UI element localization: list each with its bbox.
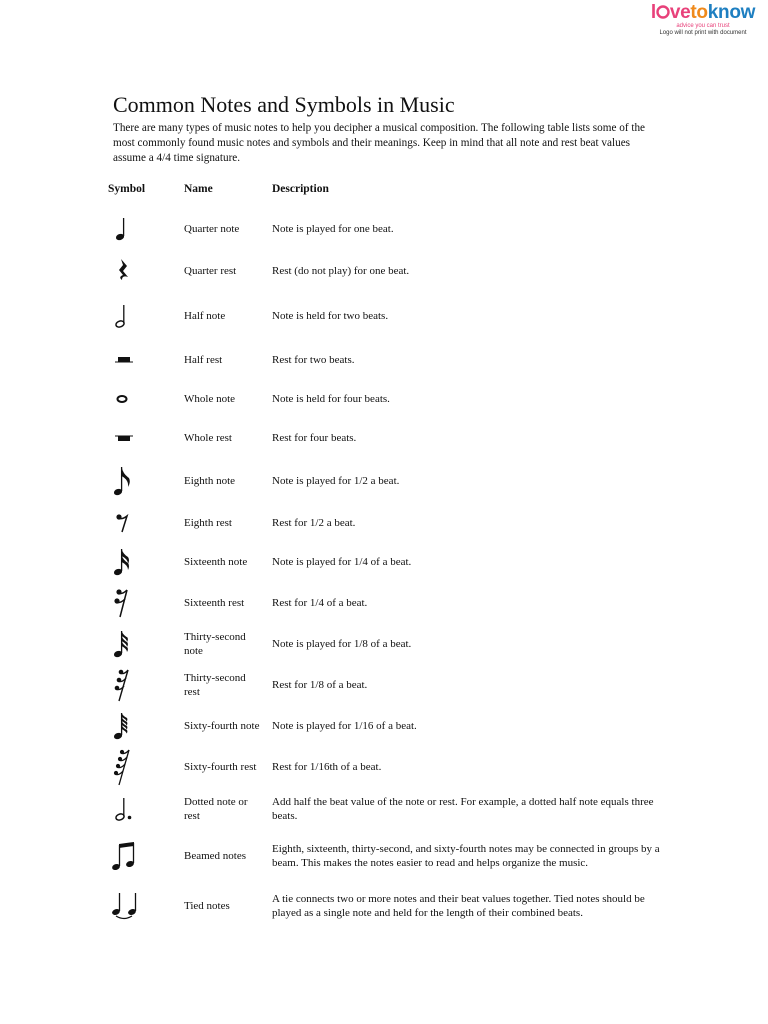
row-description: Rest for 1/8 of a beat. bbox=[272, 678, 368, 691]
table-row bbox=[103, 788, 663, 830]
lovetoknow-logo bbox=[648, 3, 758, 38]
whole-rest-icon bbox=[108, 432, 138, 444]
row-description: Rest for four beats. bbox=[272, 431, 357, 444]
sixty-fourth-rest-icon bbox=[108, 748, 138, 786]
table-row bbox=[103, 542, 663, 582]
dotted-note-icon bbox=[108, 796, 142, 822]
sixteenth-rest-icon bbox=[108, 587, 138, 619]
row-description: Note is played for 1/4 of a beat. bbox=[272, 555, 412, 568]
row-description: Note is played for 1/2 a beat. bbox=[272, 474, 400, 487]
quarter-note-icon bbox=[108, 216, 138, 242]
row-name: Sixteenth note bbox=[184, 555, 248, 568]
row-name: Beamed notes bbox=[184, 849, 247, 862]
row-description: Eighth, sixteenth, thirty-second, and sixty-fourth notes may be connected in groups by a beam. This makes the notes easier to read and helps organize the music. bbox=[272, 842, 660, 869]
table-row bbox=[103, 830, 663, 882]
row-name: Half rest bbox=[184, 353, 223, 366]
table-row bbox=[103, 624, 663, 664]
table-row bbox=[103, 664, 663, 706]
logo-text-l: l bbox=[650, 2, 656, 23]
header-name: Name bbox=[184, 183, 213, 195]
row-name: Half note bbox=[184, 309, 226, 322]
beamed-notes-icon bbox=[108, 840, 142, 872]
intro-paragraph: There are many types of music notes to help you decipher a musical composition. The following table lists some of the most commonly found music notes and symbols and their meanings. Keep in mind that all note and rest beat values assume a 4/4 time signature. bbox=[113, 122, 646, 164]
header-description: Description bbox=[272, 183, 329, 195]
table-row bbox=[103, 746, 663, 788]
row-description: Note is played for 1/16 of a beat. bbox=[272, 719, 417, 732]
row-name: Sixteenth rest bbox=[184, 596, 245, 609]
row-name: Eighth note bbox=[184, 474, 236, 487]
thirty-second-note-icon bbox=[108, 629, 138, 659]
music-symbols-table bbox=[103, 178, 663, 930]
table-row bbox=[103, 292, 663, 340]
logo-text-know: know bbox=[707, 2, 756, 23]
table-row bbox=[103, 340, 663, 380]
table-row bbox=[103, 250, 663, 292]
row-description: Rest for 1/2 a beat. bbox=[272, 516, 356, 529]
logo-text-to: to bbox=[690, 2, 708, 23]
row-name: Whole rest bbox=[184, 431, 232, 444]
heart-icon bbox=[656, 5, 670, 19]
row-name: Thirty-second note bbox=[184, 630, 246, 657]
table-row bbox=[103, 504, 663, 542]
logo-print-note: Logo will not print with document bbox=[659, 30, 747, 36]
table-row bbox=[103, 458, 663, 504]
thirty-second-rest-icon bbox=[108, 668, 138, 702]
logo-text-ve: ve bbox=[669, 2, 691, 23]
row-name: Eighth rest bbox=[184, 516, 232, 529]
whole-note-icon bbox=[108, 393, 138, 405]
table-row bbox=[103, 582, 663, 624]
tied-notes-icon bbox=[108, 891, 142, 921]
table-row bbox=[103, 208, 663, 250]
table-row bbox=[103, 380, 663, 418]
row-name: Thirty-second rest bbox=[184, 671, 246, 698]
quarter-rest-icon bbox=[108, 257, 138, 285]
row-name: Dotted note or rest bbox=[184, 795, 248, 822]
half-note-icon bbox=[108, 303, 138, 329]
row-description: Note is played for one beat. bbox=[272, 222, 394, 235]
row-description: Note is held for four beats. bbox=[272, 392, 390, 405]
row-description: Rest (do not play) for one beat. bbox=[272, 264, 410, 277]
eighth-rest-icon bbox=[108, 512, 138, 534]
row-name: Sixty-fourth note bbox=[184, 719, 260, 732]
row-name: Sixty-fourth rest bbox=[184, 760, 257, 773]
page-title: Common Notes and Symbols in Music bbox=[113, 92, 455, 117]
sixteenth-note-icon bbox=[108, 547, 138, 577]
row-name: Whole note bbox=[184, 392, 236, 405]
row-description: Note is played for 1/8 of a beat. bbox=[272, 637, 412, 650]
header-symbol: Symbol bbox=[108, 183, 146, 195]
row-description: A tie connects two or more notes and their beat values together. Tied notes should be played as a single note and held for the length of their combined beats. bbox=[272, 892, 645, 919]
row-description: Note is held for two beats. bbox=[272, 309, 389, 322]
row-description: Rest for two beats. bbox=[272, 353, 355, 366]
half-rest-icon bbox=[108, 354, 138, 366]
table-row bbox=[103, 882, 663, 930]
logo-wordmark bbox=[648, 3, 758, 23]
eighth-note-icon bbox=[108, 465, 138, 497]
row-name: Quarter rest bbox=[184, 264, 237, 277]
table-row bbox=[103, 706, 663, 746]
row-name: Quarter note bbox=[184, 222, 240, 235]
sixty-fourth-note-icon bbox=[108, 711, 138, 741]
table-row bbox=[103, 418, 663, 458]
row-name: Tied notes bbox=[184, 899, 230, 912]
row-description: Add half the beat value of the note or rest. For example, a dotted half note equals three beats. bbox=[272, 795, 654, 822]
table-header-row bbox=[103, 178, 663, 208]
logo-tagline: advice you can trust bbox=[676, 23, 730, 29]
row-description: Rest for 1/4 of a beat. bbox=[272, 596, 368, 609]
row-description: Rest for 1/16th of a beat. bbox=[272, 760, 382, 773]
